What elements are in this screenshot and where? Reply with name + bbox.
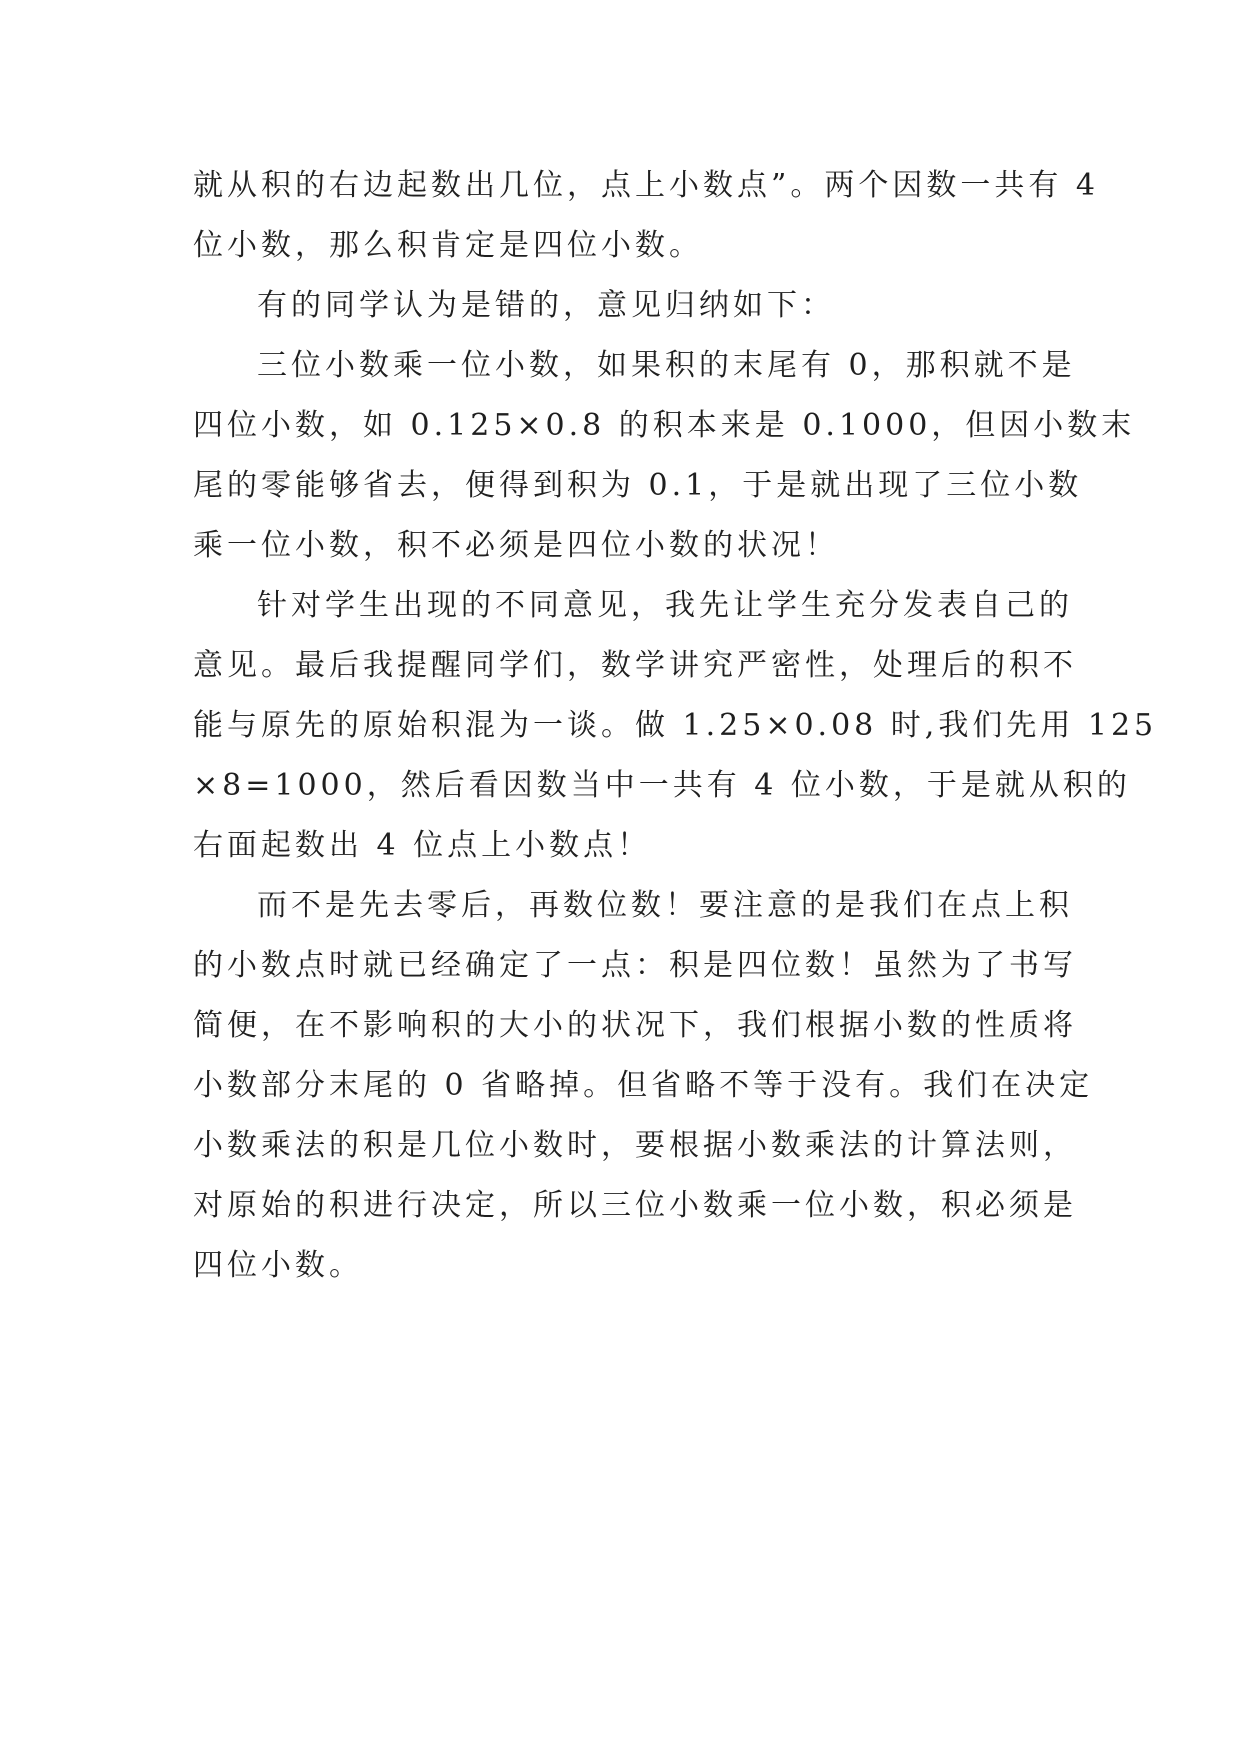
text-line-16: 小数部分末尾的 0 省略掉。但省略不等于没有。我们在决定 bbox=[193, 1068, 1094, 1103]
document-body bbox=[193, 156, 1158, 1296]
paragraph-start-line-8: 针对学生出现的不同意见，我先让学生充分发表自己的 bbox=[257, 588, 1073, 623]
text-line-14: 的小数点时就已经确定了一点：积是四位数！虽然为了书写 bbox=[193, 948, 1077, 983]
text-line-2: 位小数，那么积肯定是四位小数。 bbox=[193, 228, 703, 263]
paragraph-start-line-3: 有的同学认为是错的，意见归纳如下： bbox=[257, 288, 835, 323]
paragraph-start-line-4: 三位小数乘一位小数，如果积的末尾有 0，那积就不是 bbox=[257, 348, 1076, 383]
text-line-12: 右面起数出 4 位点上小数点！ bbox=[193, 828, 652, 863]
text-line-17: 小数乘法的积是几位小数时，要根据小数乘法的计算法则， bbox=[193, 1128, 1077, 1163]
text-line-5: 四位小数，如 0.125×0.8 的积本来是 0.1000，但因小数末 bbox=[193, 408, 1136, 443]
paragraph-start-line-13: 而不是先去零后，再数位数！要注意的是我们在点上积 bbox=[257, 888, 1073, 923]
text-line-7: 乘一位小数，积不必须是四位小数的状况！ bbox=[193, 528, 839, 563]
text-line-10: 能与原先的原始积混为一谈。做 1.25×0.08 时,我们先用 125 bbox=[193, 708, 1158, 743]
text-line-11: ×8=1000，然后看因数当中一共有 4 位小数，于是就从积的 bbox=[193, 768, 1131, 803]
text-line-9: 意见。最后我提醒同学们，数学讲究严密性，处理后的积不 bbox=[193, 648, 1077, 683]
text-line-1: 就从积的右边起数出几位，点上小数点”。两个因数一共有 4 bbox=[193, 168, 1099, 203]
text-line-19: 四位小数。 bbox=[193, 1248, 363, 1283]
text-line-15: 简便，在不影响积的大小的状况下，我们根据小数的性质将 bbox=[193, 1008, 1077, 1043]
text-line-18: 对原始的积进行决定，所以三位小数乘一位小数，积必须是 bbox=[193, 1188, 1077, 1223]
text-line-6: 尾的零能够省去，便得到积为 0.1，于是就出现了三位小数 bbox=[193, 468, 1083, 503]
